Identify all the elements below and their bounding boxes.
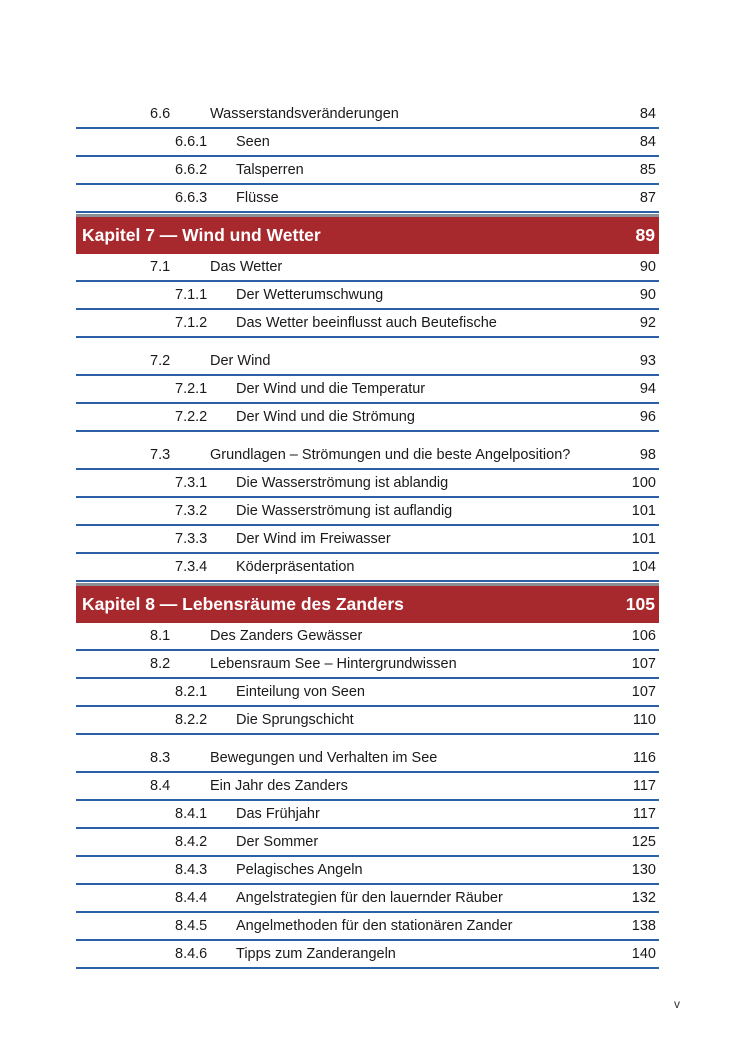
entry-number: 8.3 — [150, 750, 171, 766]
entry-page: 125 — [631, 834, 656, 850]
entry-page: 130 — [631, 862, 656, 878]
toc-entry-8-1[interactable] — [76, 623, 659, 651]
entry-page: 98 — [639, 447, 656, 463]
entry-page: 107 — [631, 684, 656, 700]
entry-title: Grundlagen – Strömungen und die beste Angelposition? — [210, 447, 571, 463]
toc-entry-8-4-3[interactable] — [76, 857, 659, 885]
entry-title: Angelstrategien für den lauernder Räuber — [236, 890, 503, 906]
toc-entry-7-2-2[interactable] — [76, 404, 659, 432]
entry-title: Die Wasserströmung ist auflandig — [236, 503, 453, 519]
entry-title: Der Wetterumschwung — [236, 287, 384, 303]
entry-number: 6.6 — [150, 106, 171, 122]
entry-page: 84 — [639, 106, 656, 122]
entry-page: 93 — [639, 353, 656, 369]
entry-number: 7.3.1 — [175, 475, 208, 491]
entry-page: 104 — [631, 559, 656, 575]
entry-title: Der Wind im Freiwasser — [236, 531, 391, 547]
entry-page: 117 — [632, 778, 656, 794]
toc-entry-8-2-1[interactable] — [76, 679, 659, 707]
entry-title: Seen — [236, 134, 270, 150]
toc-entry-7-3[interactable] — [76, 442, 659, 470]
entry-title: Das Frühjahr — [236, 806, 320, 822]
toc-entry-8-2[interactable] — [76, 651, 659, 679]
entry-page: 101 — [631, 503, 656, 519]
entry-title: Der Wind und die Temperatur — [236, 381, 426, 397]
toc-entry-7-1-2[interactable] — [76, 310, 659, 338]
entry-number: 8.2 — [150, 656, 171, 672]
entry-title: Lebensraum See – Hintergrundwissen — [210, 656, 457, 672]
entry-title: Der Sommer — [236, 834, 319, 850]
chapter-8-heading[interactable] — [76, 583, 659, 623]
entry-title: Köderpräsentation — [236, 559, 355, 575]
entry-number: 7.3.3 — [175, 531, 208, 547]
entry-number: 7.1.2 — [175, 315, 208, 331]
chapter-title: Kapitel 7 — Wind und Wetter — [82, 225, 321, 245]
entry-page: 90 — [639, 259, 656, 275]
entry-title: Die Wasserströmung ist ablandig — [236, 475, 449, 491]
entry-page: 84 — [639, 134, 656, 150]
toc-entry-6-6-2[interactable] — [76, 157, 659, 185]
entry-number: 7.2 — [150, 353, 171, 369]
entry-page: 94 — [639, 381, 656, 397]
entry-number: 8.4.1 — [175, 806, 208, 822]
chapter-title: Kapitel 8 — Lebensräume des Zanders — [82, 594, 404, 614]
table-of-contents — [76, 101, 659, 969]
entry-number: 8.2.2 — [175, 712, 208, 728]
entry-title: Flüsse — [236, 190, 279, 206]
entry-number: 8.4.4 — [175, 890, 208, 906]
entry-title: Angelmethoden für den stationären Zander — [236, 918, 513, 934]
toc-entry-7-1-1[interactable] — [76, 282, 659, 310]
toc-entry-8-2-2[interactable] — [76, 707, 659, 735]
entry-page: 132 — [631, 890, 656, 906]
entry-title: Der Wind und die Strömung — [236, 409, 415, 425]
entry-title: Ein Jahr des Zanders — [210, 778, 348, 794]
entry-page: 107 — [631, 656, 656, 672]
page-folio: v — [674, 997, 680, 1011]
toc-entry-8-4[interactable] — [76, 773, 659, 801]
entry-title: Tipps zum Zanderangeln — [236, 946, 396, 962]
toc-entry-7-3-1[interactable] — [76, 470, 659, 498]
entry-page: 96 — [639, 409, 656, 425]
entry-title: Das Wetter — [210, 259, 283, 275]
entry-number: 8.1 — [150, 628, 171, 644]
toc-entry-7-3-3[interactable] — [76, 526, 659, 554]
entry-title: Bewegungen und Verhalten im See — [210, 750, 438, 766]
toc-entry-7-3-2[interactable] — [76, 498, 659, 526]
entry-number: 8.4.3 — [175, 862, 208, 878]
entry-number: 8.2.1 — [175, 684, 208, 700]
chapter-page: 89 — [635, 225, 655, 245]
entry-number: 7.3.2 — [175, 503, 208, 519]
entry-title: Talsperren — [236, 162, 304, 178]
toc-entry-8-3[interactable] — [76, 745, 659, 773]
entry-page: 90 — [639, 287, 656, 303]
entry-title: Pelagisches Angeln — [236, 862, 363, 878]
chapter-7-heading[interactable] — [76, 214, 659, 254]
entry-page: 116 — [632, 750, 656, 766]
entry-number: 7.3.4 — [175, 559, 208, 575]
entry-number: 7.1 — [150, 259, 171, 275]
entry-number: 7.2.2 — [175, 409, 208, 425]
entry-number: 8.4.5 — [175, 918, 208, 934]
entry-page: 87 — [639, 190, 656, 206]
entry-number: 8.4.2 — [175, 834, 208, 850]
toc-entry-8-4-5[interactable] — [76, 913, 659, 941]
entry-number: 8.4.6 — [175, 946, 208, 962]
toc-entry-6-6[interactable] — [76, 101, 659, 129]
entry-title: Das Wetter beeinflusst auch Beutefische — [236, 315, 497, 331]
entry-number: 7.2.1 — [175, 381, 208, 397]
entry-title: Des Zanders Gewässer — [210, 628, 363, 644]
entry-title: Die Sprungschicht — [236, 712, 354, 728]
entry-page: 100 — [631, 475, 656, 491]
entry-page: 92 — [639, 315, 656, 331]
entry-page: 101 — [631, 531, 656, 547]
toc-entry-6-6-3[interactable] — [76, 185, 659, 213]
entry-number: 7.1.1 — [175, 287, 208, 303]
entry-number: 7.3 — [150, 447, 171, 463]
entry-title: Wasserstandsveränderungen — [210, 106, 399, 122]
toc-entry-8-4-2[interactable] — [76, 829, 659, 857]
entry-title: Einteilung von Seen — [236, 684, 365, 700]
toc-entry-8-4-6[interactable] — [76, 941, 659, 969]
toc-entry-7-3-4[interactable] — [76, 554, 659, 582]
chapter-page: 105 — [625, 594, 655, 614]
entry-page: 110 — [632, 712, 656, 728]
toc-entry-8-4-1[interactable] — [76, 801, 659, 829]
entry-number: 6.6.3 — [175, 190, 208, 206]
entry-page: 85 — [639, 162, 656, 178]
toc-entry-7-1[interactable] — [76, 254, 659, 282]
toc-entry-8-4-4[interactable] — [76, 885, 659, 913]
toc-entry-7-2[interactable] — [76, 348, 659, 376]
toc-entry-7-2-1[interactable] — [76, 376, 659, 404]
entry-number: 6.6.1 — [175, 134, 208, 150]
entry-number: 8.4 — [150, 778, 171, 794]
entry-page: 140 — [631, 946, 656, 962]
entry-number: 6.6.2 — [175, 162, 208, 178]
entry-page: 106 — [631, 628, 656, 644]
toc-entry-6-6-1[interactable] — [76, 129, 659, 157]
entry-page: 117 — [632, 806, 656, 822]
entry-page: 138 — [631, 918, 656, 934]
entry-title: Der Wind — [210, 353, 271, 369]
